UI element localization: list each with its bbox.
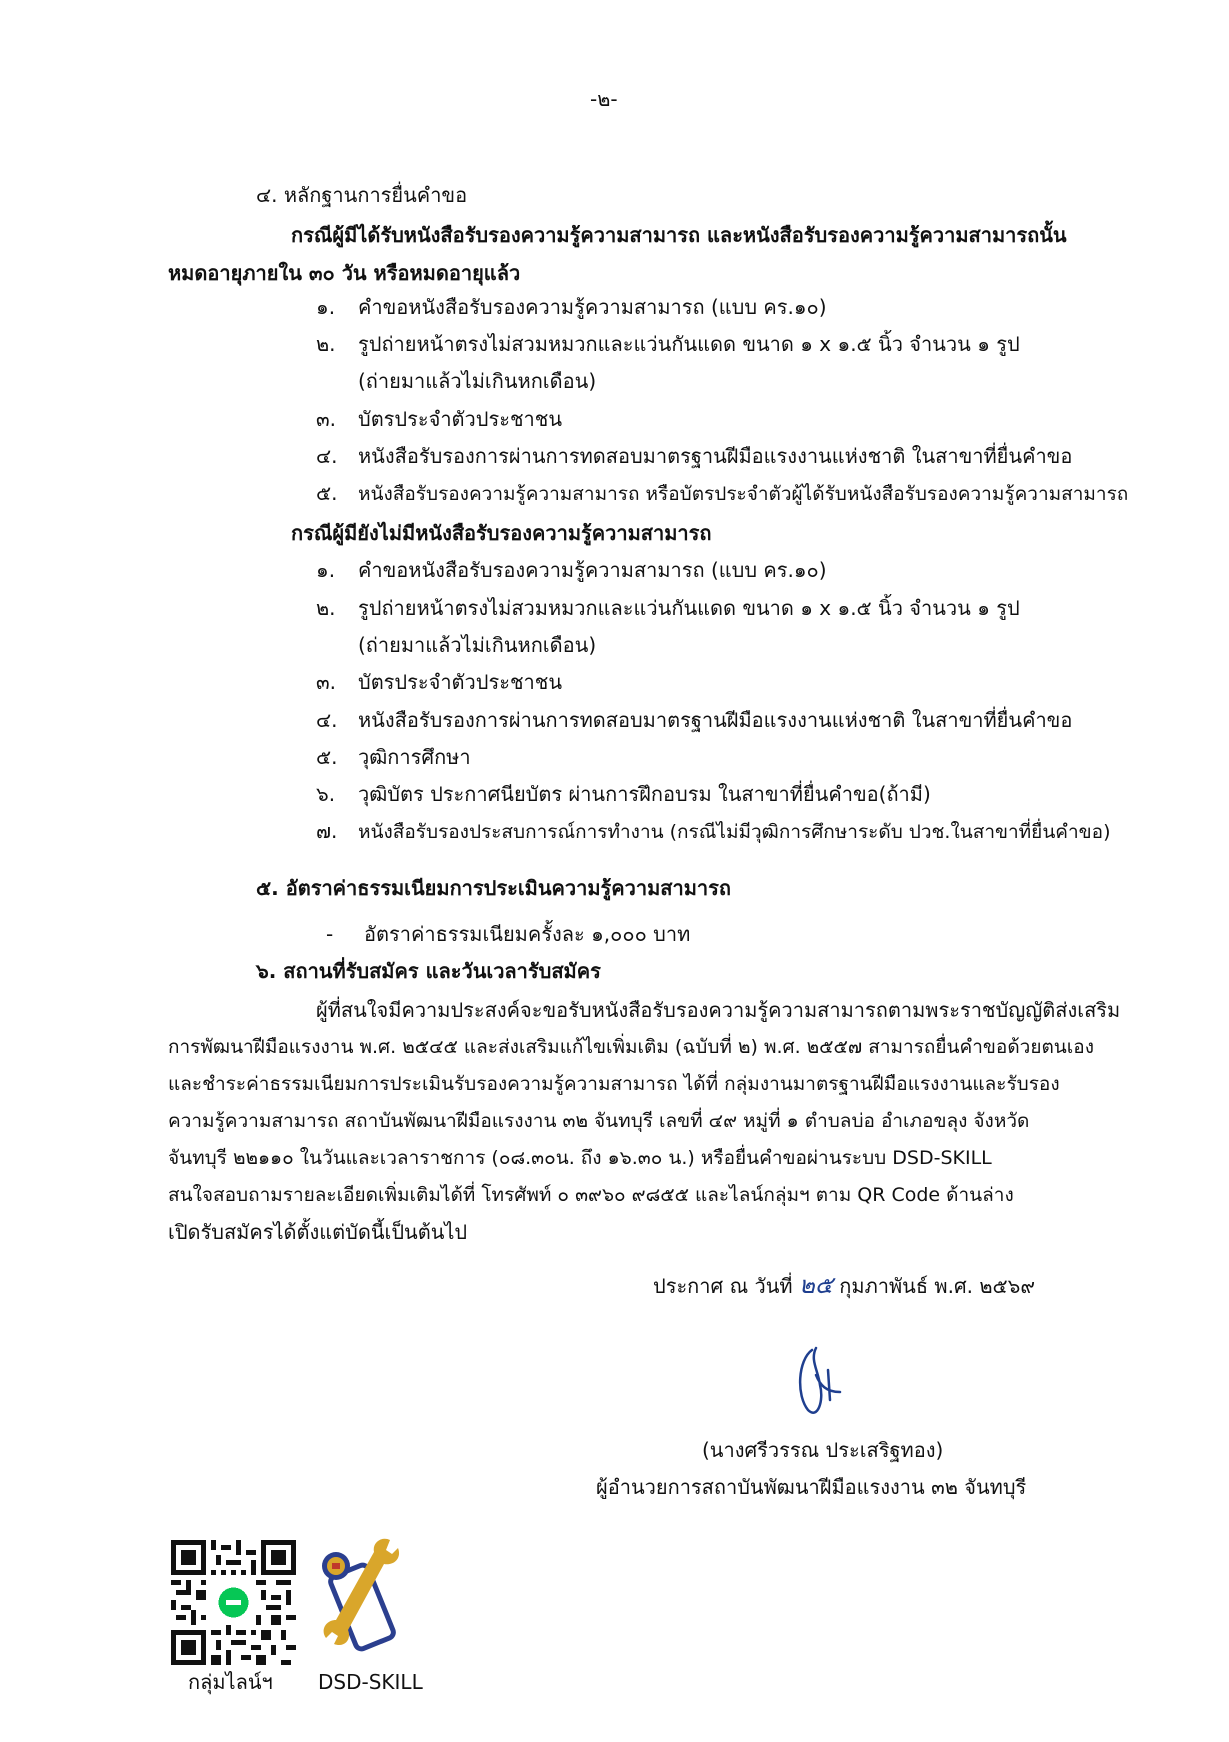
list-item: ๔. หนังสือรับรองการผ่านการทดสอบมาตรฐานฝีมือแรงงานแห่งชาติ ในสาขาที่ยื่นคำขอ: [316, 708, 1073, 732]
page-number: -๒-: [590, 87, 618, 111]
list-item: ๒. รูปถ่ายหน้าตรงไม่สวมหมวกและแว่นกันแดด ขนาด ๑ x ๑.๕ นิ้ว จำนวน ๑ รูป: [316, 596, 1020, 620]
list-item: ๕. หนังสือรับรองความรู้ความสามารถ หรือบัตรประจำตัวผู้ได้รับหนังสือรับรองความรู้ความสามารถ: [316, 481, 1129, 505]
announcement-suffix: กุมภาพันธ์ พ.ศ. ๒๕๖๙: [839, 1274, 1036, 1298]
paragraph-line: จันทบุรี ๒๒๑๑๐ ในวันและเวลาราชการ (๐๘.๓๐น. ถึง ๑๖.๓๐ น.) หรือยื่นคำขอผ่านระบบ DSD-SKILL: [168, 1147, 992, 1169]
list-item: ๗. หนังสือรับรองประสบการณ์การทำงาน (กรณีไม่มีวุฒิการศึกษาระดับ ปวช.ในสาขาที่ยื่นคำขอ): [316, 819, 1111, 843]
list-item: ๒. รูปถ่ายหน้าตรงไม่สวมหมวกและแว่นกันแดด ขนาด ๑ x ๑.๕ นิ้ว จำนวน ๑ รูป: [316, 332, 1020, 356]
announcement-date: [653, 1270, 1035, 1301]
section6-paragraph: [168, 992, 1130, 1251]
case2-title: กรณีผู้มียังไม่มีหนังสือรับรองความรู้ความสามารถ: [291, 521, 712, 545]
list-item: ๖. วุฒิบัตร ประกาศนียบัตร ผ่านการฝึกอบรม ในสาขาที่ยื่นคำขอ(ถ้ามี): [316, 782, 931, 806]
fee-bullet: -: [326, 922, 334, 946]
case1-title-line2: หมดอายุภายใน ๓๐ วัน หรือหมดอายุแล้ว: [168, 261, 521, 285]
qr-label: กลุ่มไลน์ฯ: [188, 1670, 273, 1694]
announcement-day: ๒๕: [798, 1271, 833, 1299]
case1-title-line1: กรณีผู้มีได้รับหนังสือรับรองความรู้ความสามารถ และหนังสือรับรองความรู้ความสามารถนั้น: [291, 223, 1067, 247]
section5-heading: ๕. อัตราค่าธรรมเนียมการประเมินความรู้ความสามารถ: [256, 876, 732, 900]
section4-heading: ๔. หลักฐานการยื่นคำขอ: [256, 183, 468, 207]
paragraph-line: ผู้ที่สนใจมีความประสงค์จะขอรับหนังสือรับรองความรู้ความสามารถตามพระราชบัญญัติส่งเสริม: [316, 998, 1121, 1022]
announcement-prefix: ประกาศ ณ วันที่: [653, 1274, 793, 1298]
list-item: ๓. บัตรประจำตัวประชาชน: [316, 670, 563, 694]
qr-code-icon: [171, 1540, 296, 1665]
section6-heading: ๖. สถานที่รับสมัคร และวันเวลารับสมัคร: [256, 959, 601, 983]
list-item: (ถ่ายมาแล้วไม่เกินหกเดือน): [358, 369, 597, 393]
list-item: ๔. หนังสือรับรองการผ่านการทดสอบมาตรฐานฝีมือแรงงานแห่งชาติ ในสาขาที่ยื่นคำขอ: [316, 444, 1073, 468]
dsd-skill-logo-icon: [312, 1532, 417, 1660]
signature-icon: [790, 1340, 850, 1420]
list-item: ๑. คำขอหนังสือรับรองความรู้ความสามารถ (แบบ คร.๑๐): [316, 295, 827, 319]
paragraph-line: ความรู้ความสามารถ สถาบันพัฒนาฝีมือแรงงาน ๓๒ จันทบุรี เลขที่ ๔๙ หมู่ที่ ๑ ตำบลบ่อ อำเภอขลุง จังหวัด: [168, 1110, 1030, 1132]
fee-text: อัตราค่าธรรมเนียมครั้งละ ๑,๐๐๐ บาท: [364, 922, 691, 946]
list-item: (ถ่ายมาแล้วไม่เกินหกเดือน): [358, 633, 597, 657]
signatory-position: ผู้อำนวยการสถาบันพัฒนาฝีมือแรงงาน ๓๒ จันทบุรี: [596, 1475, 1027, 1499]
paragraph-line: และชำระค่าธรรมเนียมการประเมินรับรองความรู้ความสามารถ ได้ที่ กลุ่มงานมาตรฐานฝีมือแรงงานและรับรอง: [168, 1073, 1060, 1095]
paragraph-line: การพัฒนาฝีมือแรงงาน พ.ศ. ๒๕๔๕ และส่งเสริมแก้ไขเพิ่มเติม (ฉบับที่ ๒) พ.ศ. ๒๕๕๗ สามารถยื่นคำขอด้วยตนเอง: [168, 1036, 1094, 1058]
list-item: ๓. บัตรประจำตัวประชาชน: [316, 407, 563, 431]
list-item: ๕. วุฒิการศึกษา: [316, 745, 471, 769]
list-item: ๑. คำขอหนังสือรับรองความรู้ความสามารถ (แบบ คร.๑๐): [316, 558, 827, 582]
paragraph-line: เปิดรับสมัครได้ตั้งแต่บัดนี้เป็นต้นไป: [168, 1220, 468, 1244]
paragraph-line: สนใจสอบถามรายละเอียดเพิ่มเติมได้ที่ โทรศัพท์ ๐ ๓๙๖๐ ๙๘๕๕ และไลน์กลุ่มฯ ตาม QR Code ด้านล่าง: [168, 1184, 1014, 1206]
signatory-name: (นางศรีวรรณ ประเสริฐทอง): [702, 1438, 944, 1462]
logo-label: DSD-SKILL: [318, 1670, 423, 1694]
